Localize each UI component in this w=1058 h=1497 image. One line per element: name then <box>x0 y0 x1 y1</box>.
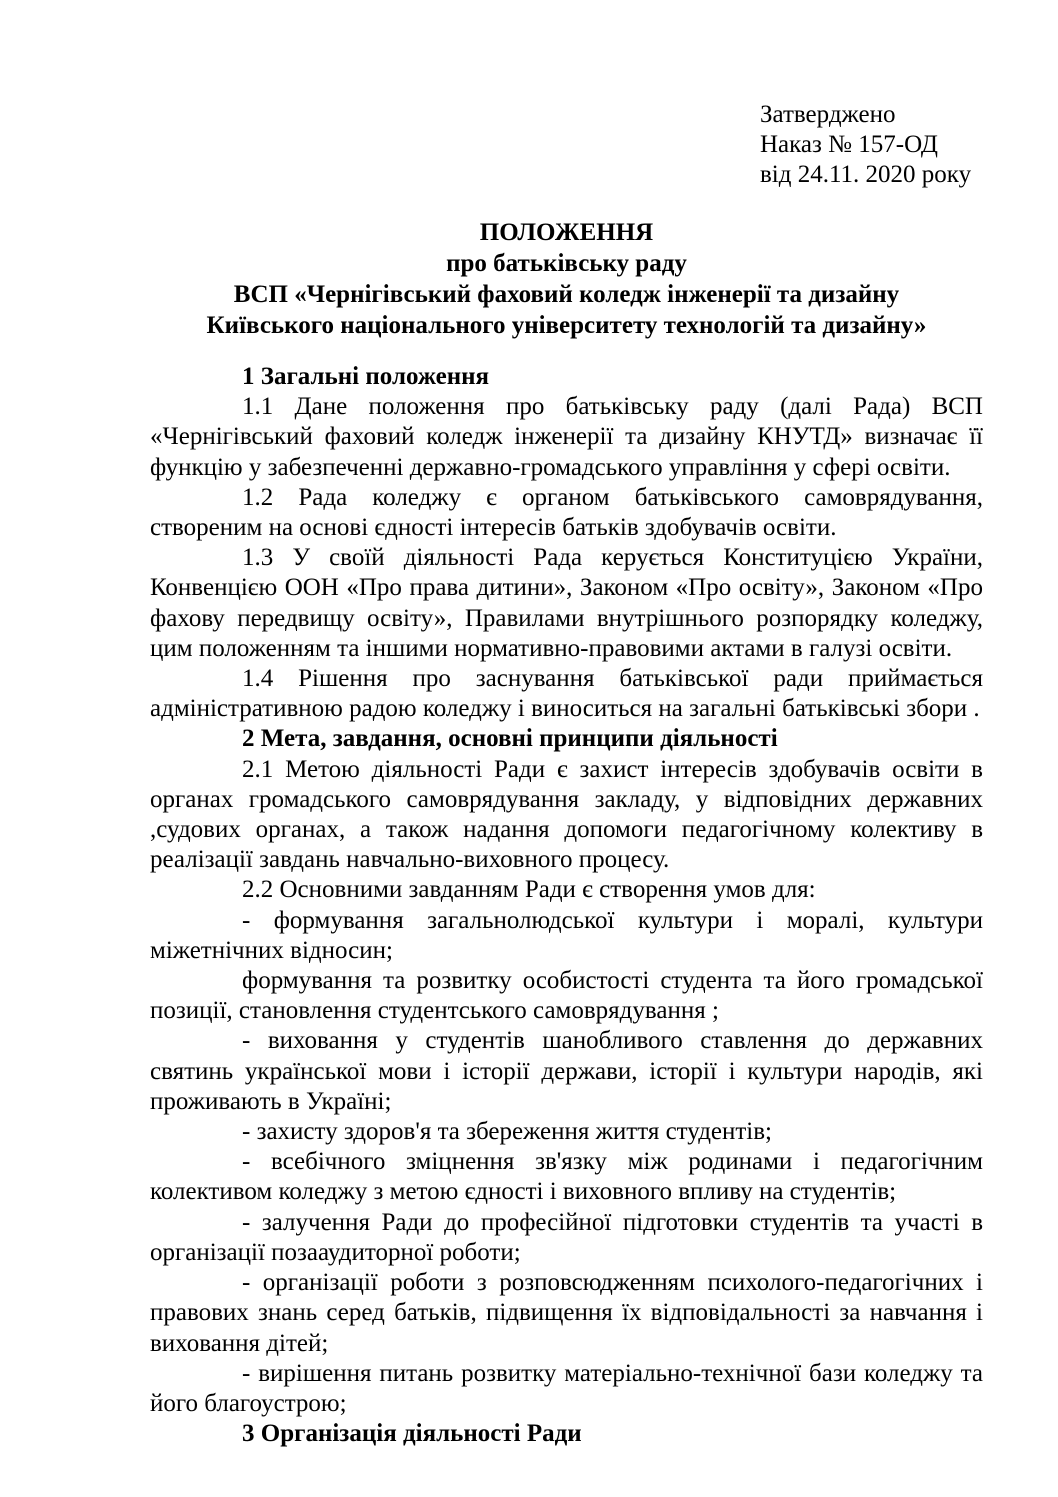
title-line-1: ПОЛОЖЕННЯ <box>479 219 654 246</box>
paragraph-2-2: 2.2 Основними завданням Ради є створення умов для: <box>242 876 816 904</box>
paragraph-1-1: 1.1 Дане положення про батьківську раду (далі Рада) ВСП «Чернігівський фаховий коледж інженерії та дизайну КНУТД» визначає її функцію у забезпеченні державно-громадського управління у сфері освіти. <box>150 393 983 481</box>
list-item: формування та розвитку особистості студента та його громадської позиції, становлення студентського самоврядування ; <box>150 967 983 1025</box>
approval-date: від 24.11. 2020 року <box>760 161 972 188</box>
list-item: - виховання у студентів шанобливого ставлення до державних святинь української мови і історії держави, історії і культури народів, які проживають в Україні; <box>150 1027 983 1115</box>
section-1-heading: 1 Загальні положення <box>242 363 490 390</box>
approval-approved: Затверджено <box>760 101 896 128</box>
approval-stamp <box>760 100 971 190</box>
document-body <box>150 362 983 1449</box>
title-line-2: про батьківську раду <box>446 250 687 277</box>
title-line-3: ВСП «Чернігівський фаховий коледж інженерії та дизайну <box>233 281 900 308</box>
section-3-heading: 3 Організація діяльності Ради <box>242 1420 582 1448</box>
paragraph-2-1: 2.1 Метою діяльності Ради є захист інтересів здобувачів освіти в органах громадського самоврядування закладу, у відповідних державних ,судових органах, а також надання допомоги педагогічному колективу в реалізації завдань навчально-виховного процесу. <box>150 755 983 874</box>
paragraph-1-3: 1.3 У своїй діяльності Рада керується Конституцією України, Конвенцією ООН «Про права дитини», Законом «Про освіту», Законом «Про фахову передвищу освіту», Правилами внутрішнього розпорядку коледжу, цим положенням та іншими нормативно-правовими актами в галузі освіти. <box>150 544 983 662</box>
paragraph-1-2: 1.2 Рада коледжу є органом батьківського самоврядування, створеним на основі єдності інтересів батьків здобувачів освіти. <box>150 483 983 542</box>
list-item: - залучення Ради до професійної підготовки студентів та участі в організації позааудиторної роботи; <box>150 1208 983 1266</box>
section-2-heading: 2 Мета, завдання, основні принципи діяльності <box>242 725 778 753</box>
title-line-4: Київського національного університету технологій та дизайну» <box>206 312 927 339</box>
list-item: - організації роботи з розповсюдженням психолого-педагогічних і правових знань серед батьків, підвищення їх відповідальності за навчання і виховання дітей; <box>150 1269 983 1357</box>
approval-order-number: Наказ № 157-ОД <box>760 131 938 158</box>
list-item: - захисту здоров'я та збереження життя студентів; <box>242 1118 773 1146</box>
document-title <box>150 217 983 341</box>
list-item: - вирішення питань розвитку матеріально-технічної бази коледжу та його благоустрою; <box>150 1359 983 1417</box>
list-item: - всебічного зміцнення зв'язку між родинами і педагогічним колективом коледжу з метою єдності і виховного впливу на студентів; <box>150 1148 983 1206</box>
list-item: - формування загальнолюдської культури і моралі, культури міжетнічних відносин; <box>150 906 983 964</box>
paragraph-1-4: 1.4 Рішення про заснування батьківської ради приймається адміністративною радою коледжу і виноситься на загальні батьківські збори . <box>150 665 983 723</box>
